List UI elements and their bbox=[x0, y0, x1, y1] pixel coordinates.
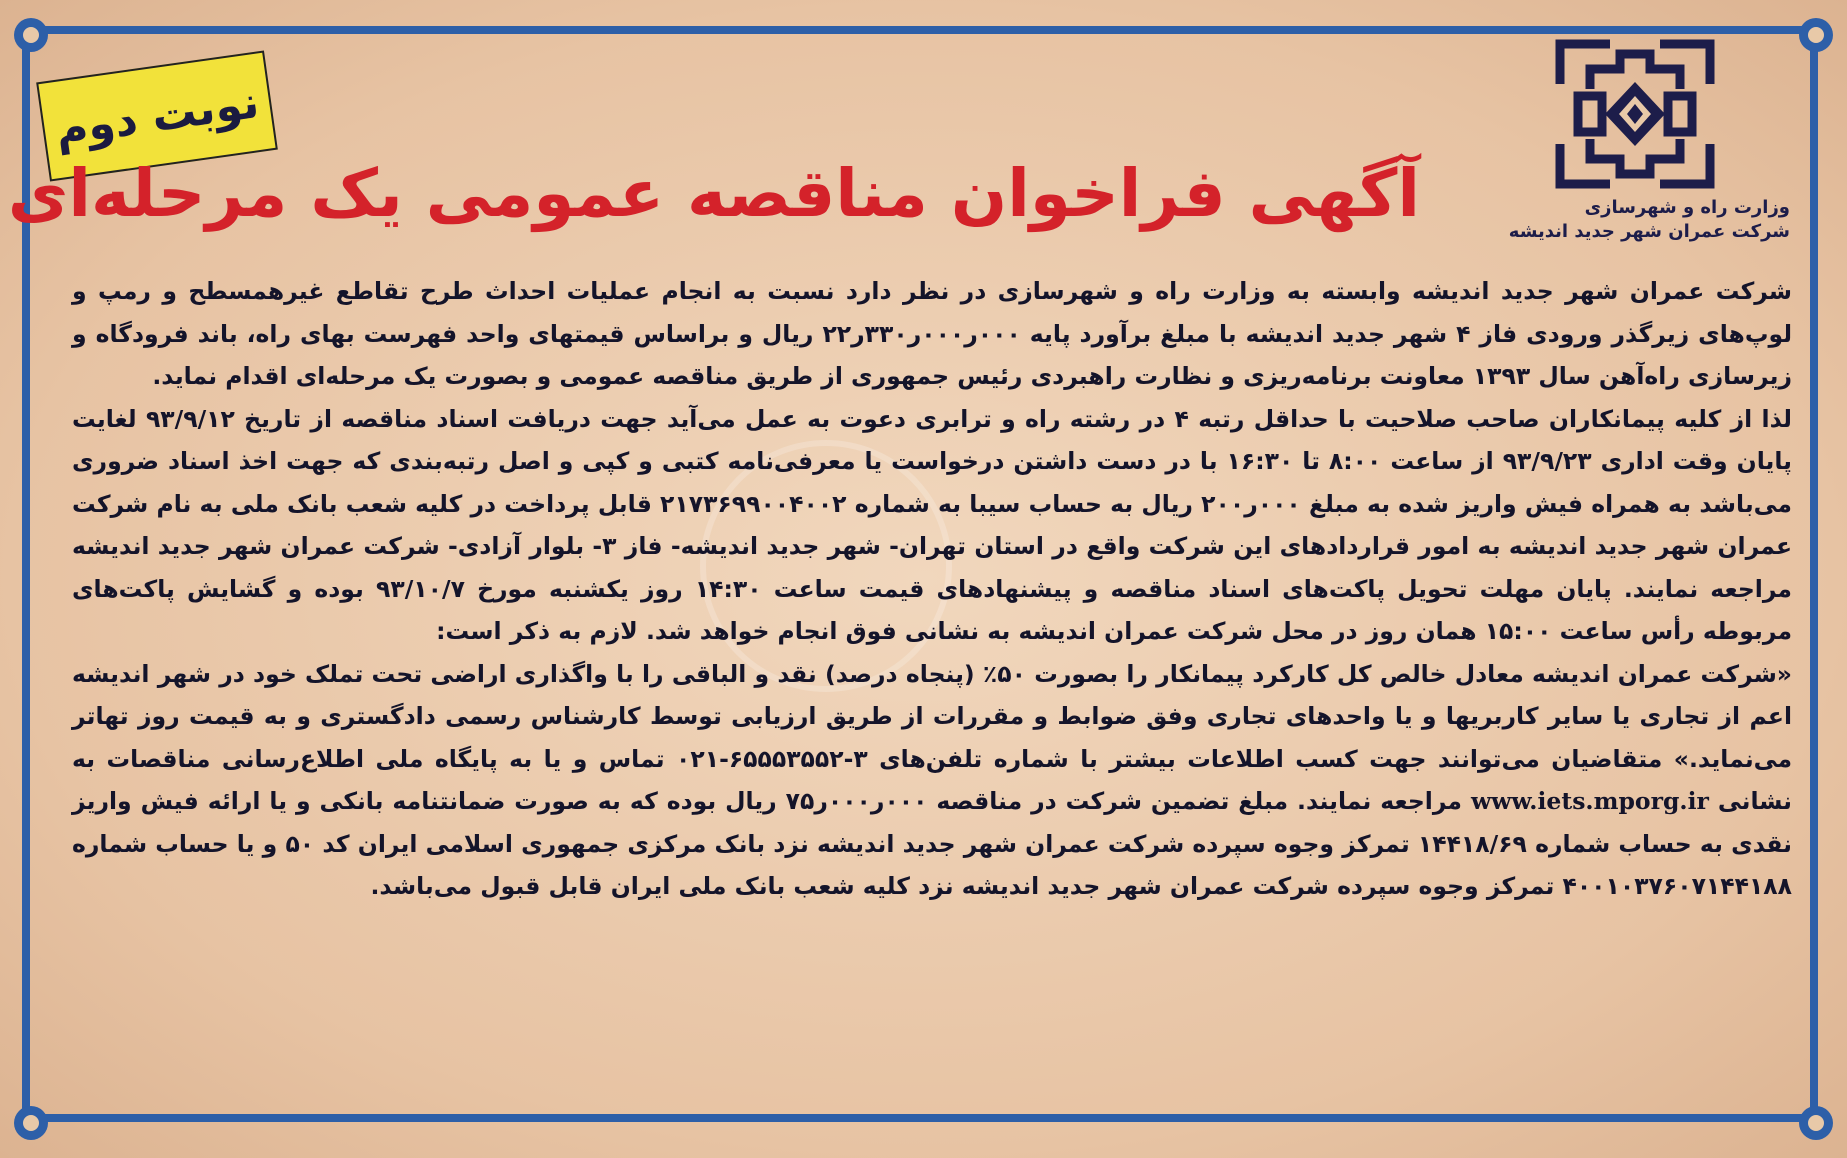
payment-terms-text: «شرکت عمران اندیشه معادل خالص کل کارکرد پیمانکار را بصورت ۵۰٪ (پنجاه درصد) نقد و الباقی را با واگذاری اراضی تحت تملک خود در شهر اندیشه اعم از تجاری یا سایر کاربریها و یا واحدهای تجاری وفق ضوابط و مقررات از طریق ارزیابی توسط کارشناس رسمی دادگستری و به قیمت روز تهاتر می‌نماید.» متقاضیان می‌توانند جهت کسب اطلاعات بیشتر با شماره تلفن‌های ۳-۶۵۵۵۳۵۵۲-۰۲۱ تماس و یا به پایگاه ملی اطلاع‌رسانی مناقصات به نشانی bbox=[72, 659, 1793, 815]
ministry-logo-icon bbox=[1550, 34, 1720, 194]
page-title: آگهی فراخوان مناقصه عمومی یک مرحله‌ای bbox=[7, 155, 1420, 232]
announcement-body bbox=[72, 270, 1792, 908]
corner-ornament bbox=[1799, 1106, 1833, 1140]
round-badge: نوبت دوم bbox=[36, 50, 278, 181]
guarantee-text: مراجعه نمایند. مبلغ تضمین شرکت در مناقصه ۰۰۰ر۰۰۰ر۷۵ ریال بوده که به صورت ضمانتنامه بانکی و یا ارائه فیش واریز نقدی به حساب شماره ۱۴۴۱۸/۶۹ تمرکز وجوه سپرده شرکت عمران شهر جدید اندیشه نزد بانک مرکزی جمهوری اسلامی ایران کد ۵۰ و یا حساب شماره ۴۰۰۱۰۳۷۶۰۷۱۴۴۱۸۸ تمرکز وجوه سپرده شرکت عمران شهر جدید اندیشه نزد کلیه شعب بانک ملی ایران قابل قبول می‌باشد. bbox=[72, 787, 1793, 900]
corner-ornament bbox=[14, 1106, 48, 1140]
paragraph-intro: شرکت عمران شهر جدید اندیشه وابسته به وزارت راه و شهرسازی در نظر دارد نسبت به انجام عملیات احداث طرح تقاطع غیرهمسطح و رمپ و لوپ‌های زیرگذر ورودی فاز ۴ شهر جدید اندیشه با مبلغ برآورد پایه ۰۰۰ر۰۰۰ر۳۳۰ر۲۲ ریال و براساس قیمتهای واحد فهرست بهای راه، باند فرودگاه و زیرسازی راه‌آهن سال ۱۳۹۳ معاونت برنامه‌ریزی و نظارت راهبردی رئیس جمهوری از طریق مناقصه عمومی و بصورت یک مرحله‌ای اقدام نماید. bbox=[72, 277, 1793, 390]
paragraph-payment-terms bbox=[72, 653, 1792, 908]
corner-ornament bbox=[14, 18, 48, 52]
ministry-name: وزارت راه و شهرسازی bbox=[1584, 197, 1790, 218]
corner-ornament bbox=[1799, 18, 1833, 52]
website-link[interactable]: www.iets.mporg.ir bbox=[1470, 787, 1709, 815]
issuer-name bbox=[1480, 196, 1790, 244]
paragraph-invitation: لذا از کلیه پیمانکاران صاحب صلاحیت با حداقل رتبه ۴ در رشته راه و ترابری دعوت به عمل می‌آید جهت دریافت اسناد مناقصه از تاریخ ۹۳/۹/۱۲ لغایت پایان وقت اداری ۹۳/۹/۲۳ از ساعت ۸:۰۰ تا ۱۶:۳۰ با در دست داشتن درخواست یا معرفی‌نامه کتبی و کپی و اصل رتبه‌بندی که جهت اخذ اسناد ضروری می‌باشد به همراه فیش واریز شده به مبلغ ۰۰۰ر۲۰۰ ریال به حساب سیبا به شماره ۲۱۷۳۶۹۹۰۰۴۰۰۲ قابل پرداخت در کلیه شعب بانک ملی به نام شرکت عمران شهر جدید اندیشه به امور قراردادهای این شرکت واقع در استان تهران- شهر جدید اندیشه- فاز ۳- بلوار آزادی- شرکت عمران شهر جدید اندیشه مراجعه نمایند. پایان مهلت تحویل پاکت‌های اسناد مناقصه و پیشنهادهای قیمت ساعت ۱۴:۳۰ روز یکشنبه مورخ ۹۳/۱۰/۷ بوده و گشایش پاکت‌های مربوطه رأس ساعت ۱۵:۰۰ همان روز در محل شرکت عمران اندیشه به نشانی فوق انجام خواهد شد. لازم به ذکر است: bbox=[72, 404, 1793, 645]
company-name: شرکت عمران شهر جدید اندیشه bbox=[1508, 221, 1790, 242]
